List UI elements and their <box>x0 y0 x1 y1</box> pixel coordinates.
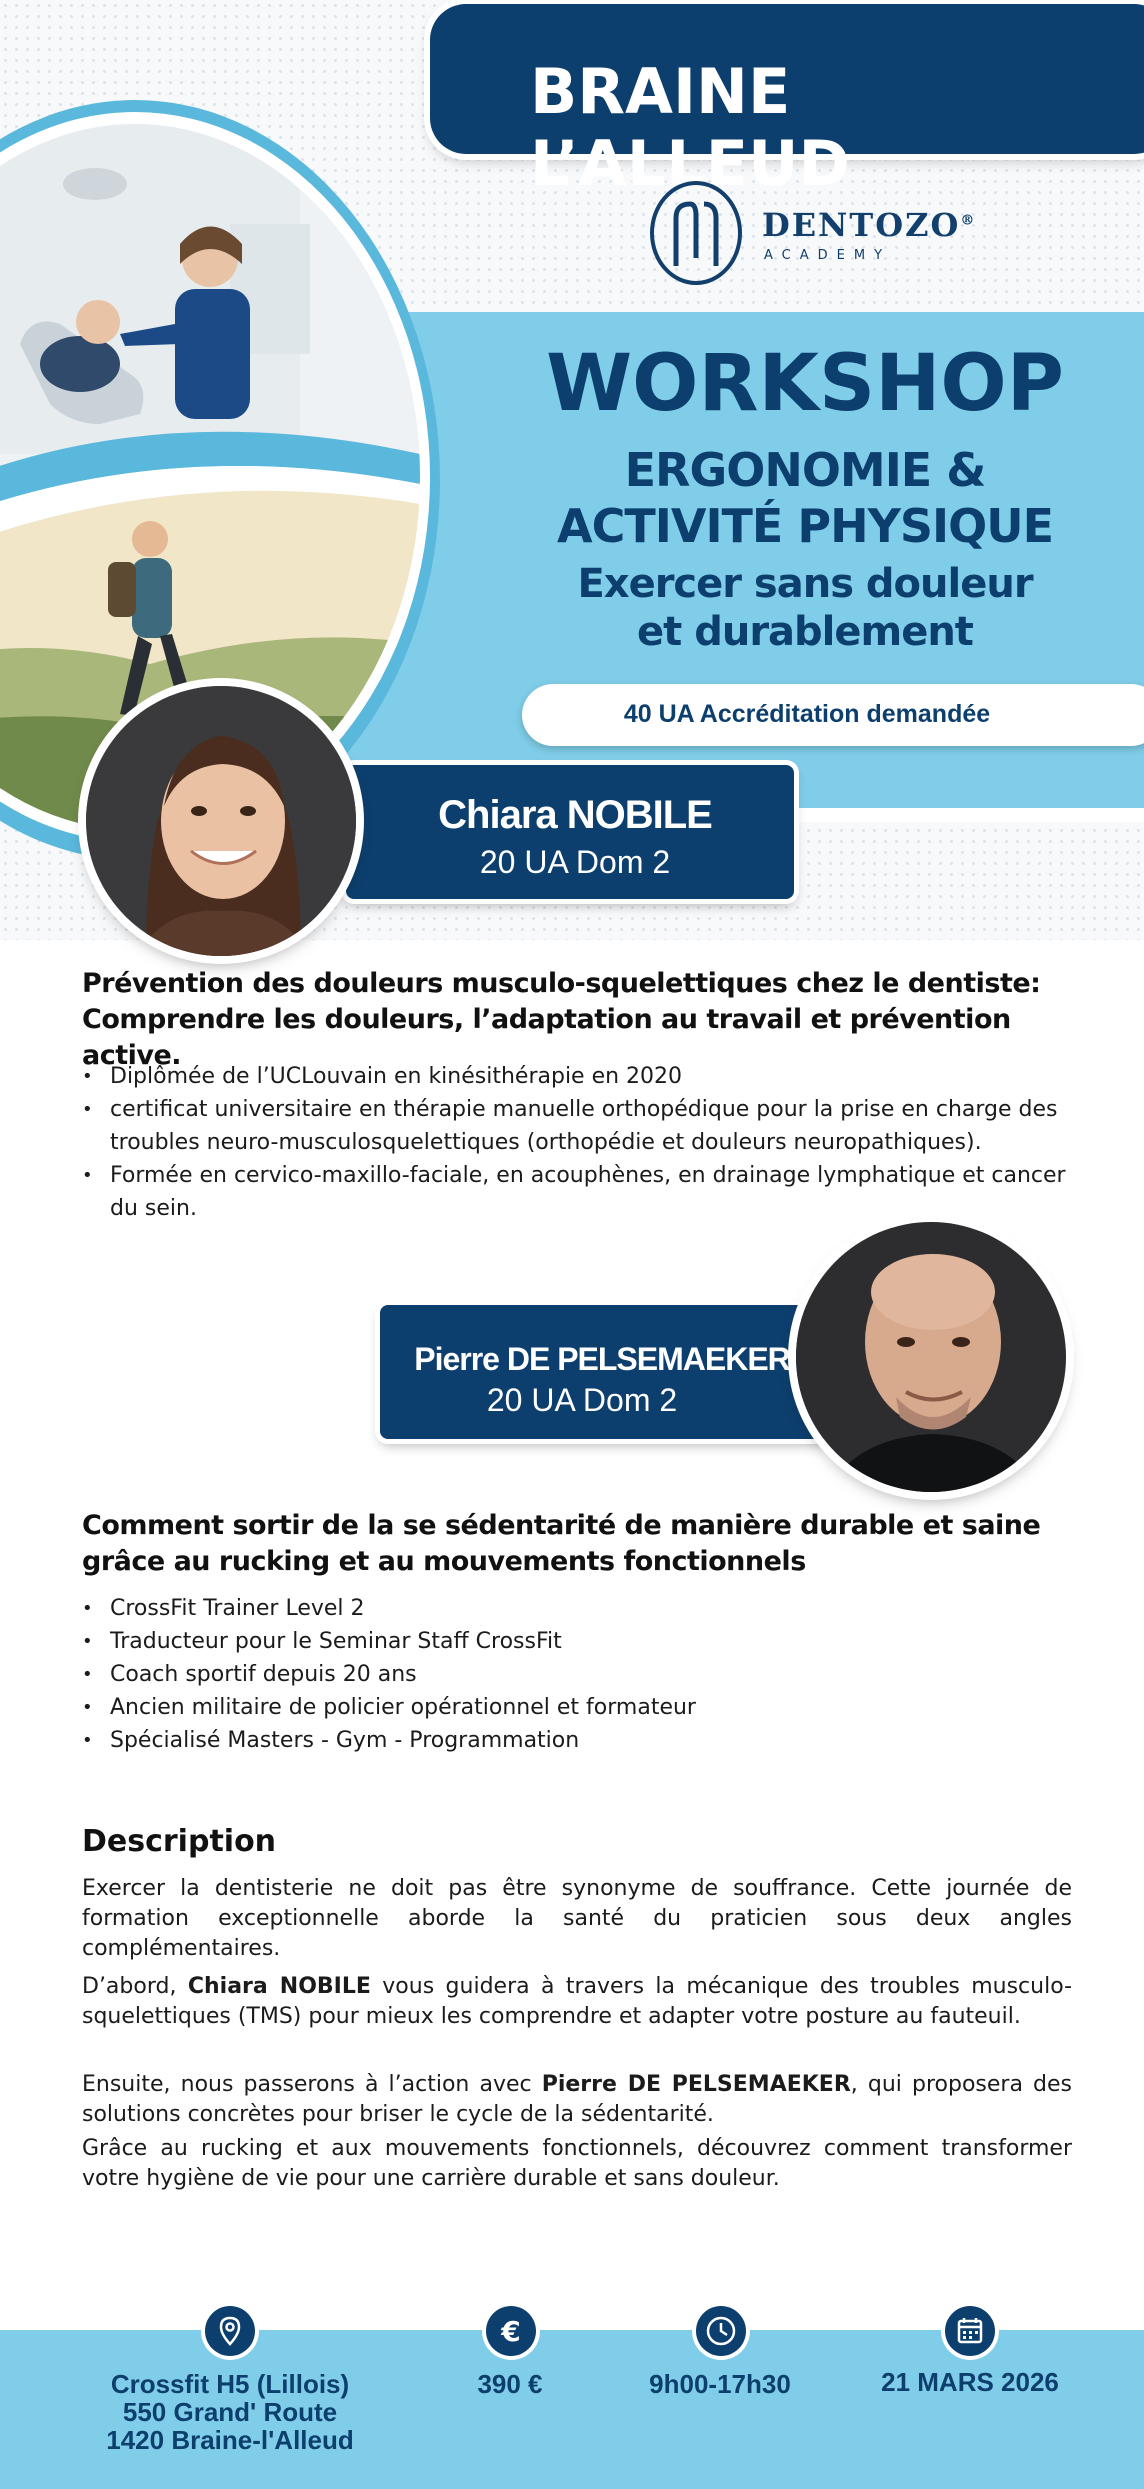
list-item: • Formée en cervico-maxillo-faciale, en acouphènes, en drainage lymphatique et cancer du sein. <box>82 1159 1082 1225</box>
speaker-name: Pierre DE PELSEMAEKER <box>414 1341 790 1377</box>
city-title: BRAINE L’ALLEUD <box>530 55 850 200</box>
speaker-photo-chiara <box>86 686 356 956</box>
speaker-2-bullets <box>82 1592 1082 1757</box>
speaker-photo-pierre <box>796 1222 1066 1492</box>
list-item: • Spécialisé Masters - Gym - Programmation <box>82 1724 1082 1757</box>
workshop-title: WORKSHOP <box>546 339 1064 429</box>
logo-subtitle: ACADEMY <box>764 248 892 263</box>
list-item: • certificat universitaire en thérapie manuelle orthopédique pour la prise en charge des troubles neuro-musculosquelettiques (orthopédie et douleurs neuropathiques). <box>82 1093 1082 1159</box>
event-price: 390 € <box>477 2369 543 2399</box>
logo-name: DENTOZO® <box>762 206 977 244</box>
calendar-icon <box>945 2306 995 2356</box>
speaker-name: Chiara NOBILE <box>438 793 712 837</box>
list-item: • Diplômée de l’UCLouvain en kinésithérapie en 2020 <box>82 1060 1082 1093</box>
description-paragraph: Grâce au rucking et aux mouvements fonctionnels, découvrez comment transformer votre hygiène de vie pour une carrière durable et sans douleur. <box>82 2136 1072 2191</box>
description-paragraph: Exercer la dentisterie ne doit pas être synonyme de souffrance. Cette journée de formation exceptionnelle aborde la santé du praticien sous deux angles complémentaires. <box>82 1876 1072 1961</box>
dentozo-logo <box>646 178 976 288</box>
topic-subtitle: Exercer sans douleur et durablement <box>577 561 1033 655</box>
accreditation-text: 40 UA Accréditation demandée <box>623 700 991 728</box>
speaker-1-bullets <box>82 1060 1082 1225</box>
list-item: • Coach sportif depuis 20 ans <box>82 1658 1082 1691</box>
description-paragraph: Ensuite, nous passerons à l’action avec Pierre DE PELSEMAEKER, qui proposera des solutions concrètes pour briser le cycle de la sédentarité. <box>82 2072 1072 2127</box>
speaker-credits: 20 UA Dom 2 <box>479 844 671 880</box>
event-location: Crossfit H5 (Lillois) 550 Grand' Route 1420 Braine-l'Alleud <box>106 2369 354 2455</box>
list-item: • CrossFit Trainer Level 2 <box>82 1592 1082 1625</box>
description-heading: Description <box>82 1824 277 1859</box>
clock-icon <box>696 2306 746 2356</box>
event-hours: 9h00-17h30 <box>649 2369 791 2399</box>
topic-title: ERGONOMIE & ACTIVITÉ PHYSIQUE <box>556 443 1054 553</box>
speaker-1-topic-heading: Prévention des douleurs musculo-squelettiques chez le dentiste: Comprendre les douleurs, l’adaptation au travail et prévention active. <box>82 968 1041 1071</box>
euro-icon <box>486 2306 536 2356</box>
svg-text:€: € <box>501 2315 521 2348</box>
list-item: • Ancien militaire de policier opérationnel et formateur <box>82 1691 1082 1724</box>
speaker-2-topic-heading: Comment sortir de la se sédentarité de manière durable et saine grâce au rucking et au mouvements fonctionnels <box>82 1510 1041 1577</box>
map-pin-icon <box>205 2306 255 2356</box>
speaker-credits: 20 UA Dom 2 <box>486 1382 678 1418</box>
event-date: 21 MARS 2026 <box>881 2367 1059 2397</box>
tooth-logo-icon <box>646 178 746 288</box>
description-paragraph: D’abord, Chiara NOBILE vous guidera à travers la mécanique des troubles musculo-squelettiques (TMS) pour mieux les comprendre et adapter votre posture au fauteuil. <box>82 1974 1073 2029</box>
list-item: • Traducteur pour le Seminar Staff CrossFit <box>82 1625 1082 1658</box>
